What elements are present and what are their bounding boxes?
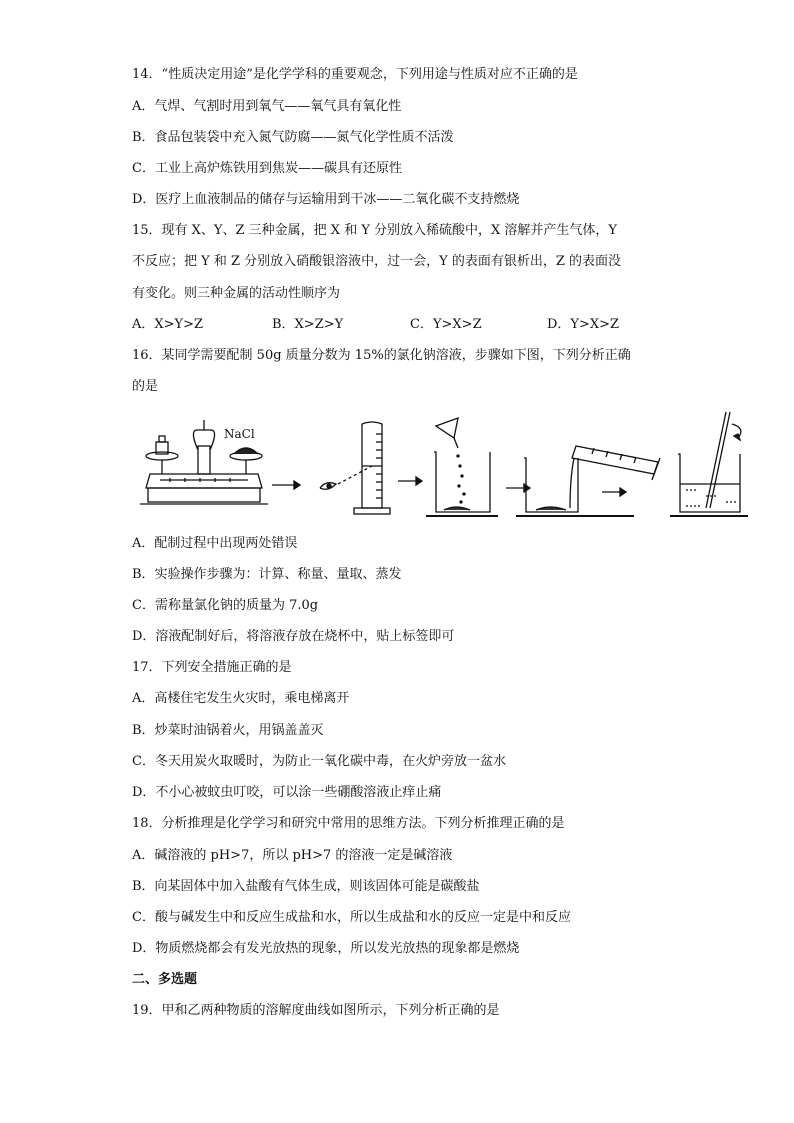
nacl-label: NaCl: [224, 427, 255, 441]
q14-option-a: A．气焊、气割时用到氧气——氧气具有氧化性: [132, 99, 402, 114]
q14-option-b: B．食品包装袋中充入氮气防腐——氮气化学性质不活泼: [132, 130, 454, 145]
q14-option-c: C．工业上高炉炼铁用到焦炭——碳具有还原性: [132, 161, 402, 176]
q15-stem-line1: 15．现有 X、Y、Z 三种金属，把 X 和 Y 分别放入稀硫酸中，X 溶解并产生气体，Y: [132, 223, 618, 238]
q15-option-c: C．Y>X>Z: [410, 317, 482, 332]
q19-stem: 19．甲和乙两种物质的溶解度曲线如图所示，下列分析正确的是: [132, 1003, 500, 1018]
q18-option-a: A．碱溶液的 pH>7，所以 pH>7 的溶液一定是碱溶液: [132, 848, 453, 863]
solution-preparation-figure: [140, 408, 750, 526]
arrow-icon: [602, 488, 626, 496]
q15-option-a: A．X>Y>Z: [132, 317, 204, 332]
q18-option-b: B．向某固体中加入盐酸有气体生成，则该固体可能是碳酸盐: [132, 879, 480, 894]
q16-option-d: D．溶液配制好后，将溶液存放在烧杯中，贴上标签即可: [132, 629, 455, 644]
q16-option-b: B．实验操作步骤为：计算、称量、量取、蒸发: [132, 567, 402, 582]
beaker-stirring-icon: [670, 412, 748, 516]
beaker-pouring-icon: [516, 446, 660, 516]
section-heading-multi-choice: 二、多选题: [132, 972, 198, 987]
q18-option-d: D．物质燃烧都会有发光放热的现象，所以发光放热的现象都是燃烧: [132, 941, 520, 956]
q17-option-c: C．冬天用炭火取暖时，为防止一氧化碳中毒，在火炉旁放一盆水: [132, 754, 506, 769]
graduated-cylinder-icon: [354, 422, 390, 514]
q16-option-c: C．需称量氯化钠的质量为 7.0g: [132, 598, 319, 613]
arrow-icon: [272, 481, 300, 489]
q15-option-b: B．X>Z>Y: [272, 317, 344, 332]
q17-option-a: A．高楼住宅发生火灾时，乘电梯离开: [132, 691, 350, 706]
q15-stem-line3: 有变化。则三种金属的活动性顺序为: [132, 286, 341, 301]
beaker-with-paper-icon: [426, 418, 498, 516]
q14-stem: 14．“性质决定用途”是化学学科的重要观念，下列用途与性质对应不正确的是: [132, 67, 578, 82]
q16-stem-line2: 的是: [132, 379, 159, 394]
q17-option-d: D．不小心被蚊虫叮咬，可以涂一些硼酸溶液止痒止痛: [132, 785, 442, 800]
q17-option-b: B．炒菜时油锅着火，用锅盖盖灭: [132, 723, 324, 738]
q18-option-c: C．酸与碱发生中和反应生成盐和水，所以生成盐和水的反应一定是中和反应: [132, 910, 571, 925]
eye-icon: [320, 483, 336, 490]
q15-option-d: D．Y>X>Z: [547, 317, 620, 332]
q17-stem: 17．下列安全措施正确的是: [132, 660, 292, 675]
q15-stem-line2: 不反应；把 Y 和 Z 分别放入硝酸银溶液中，过一会，Y 的表面有银析出，Z 的表面没: [132, 254, 622, 269]
q16-option-a: A．配制过程中出现两处错误: [132, 536, 298, 551]
q14-option-d: D．医疗上血液制品的储存与运输用到干冰——二氧化碳不支持燃烧: [132, 192, 520, 207]
arrow-icon: [398, 477, 422, 485]
q16-stem-line1: 16．某同学需要配制 50g 质量分数为 15%的氯化钠溶液，步骤如下图，下列分析正确: [132, 348, 631, 363]
q18-stem: 18．分析推理是化学学习和研究中常用的思维方法。下列分析推理正确的是: [132, 816, 565, 831]
